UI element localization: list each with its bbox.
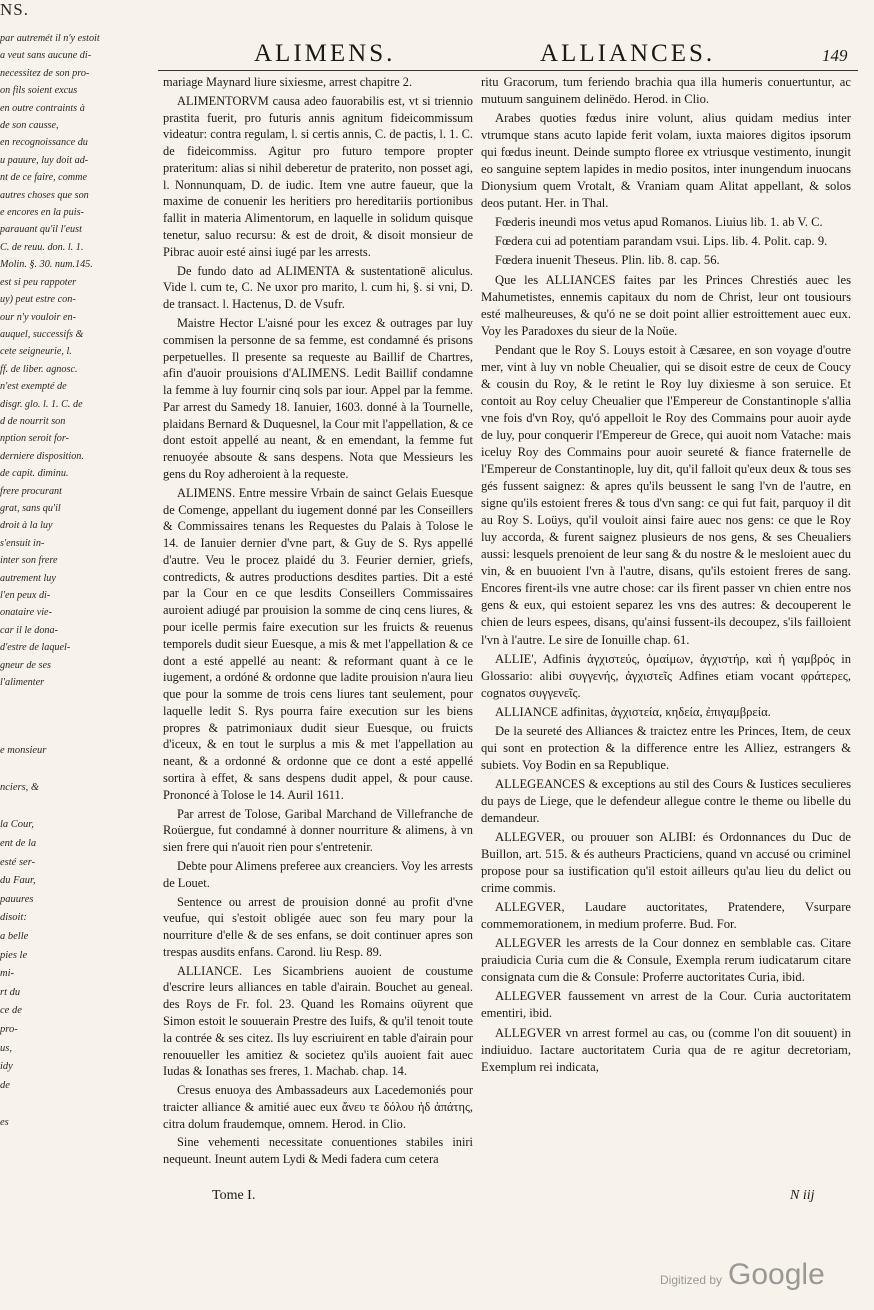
margin-line: de son causse, — [0, 120, 59, 132]
footer-signature-mark: N iij — [790, 1188, 815, 1203]
paragraph: Pendant que le Roy S. Louys estoit à Cæsaree, en son voyage d'outre mer, vint à luy vn noble Cheualier, qui se disoit estre de ceux de Coucy & cousin du Roy, & le retint le Roy luy dixiesme à son seruice. Et contoit au Roy celuy Cheualier que l'Empereur de Constantinople s'allia vne fois d'vn Roy, qu'ó appelloit le Roy des Commains pour auoir ayde de luy, pour conquerir l'Empereur de Grece, qui auoit nom Vatache: mais iceluy Roy des Commains pour auoir seureté & fiance fraternelle de l'Empereur de Constantinople, luy dit, qu'il falloit qu'eux deux & tous ses gés fussent saignez: & apres qu'ils beussent le sang l'vn de l'autre, en signe qu'ils estoient freres & tous d'vn sang: ce qui fut fait, parquoy il dit au Roy S. Loüys, qu'il vouloit ainsi faire auec nos gens: ce que le Roy luy accorda, & furent saignez plusieurs de nos gens, & ses Cheualiers aussi: lesquels prenoient de leur sang & du nostre & le mesloient auec du vin, & en buuoient l'vn à l'autre, disans, qu'ils estoient freres de sang. Encores firent-ils vne autre chose: car ils firent passer vn chien entre nos gens & eux, qui estoient separez les vns des autres: & decouperent le chien de leurs espees, disans, qu'ainsi fussent-ils decoupez, s'ils failloient l'vn à l'autre. Le sire de Ionuille chap. 61. — [481, 342, 851, 647]
paragraph: ALLIANCE adfinitas, ἀγχιστεία, κηδεία, ἐπιγαμβρεία. — [495, 704, 771, 719]
margin-line: Molin. §. 30. num.145. — [0, 259, 93, 271]
margin-line: pro- — [0, 1023, 18, 1035]
digitization-watermark — [660, 1258, 825, 1292]
margin-line: uy) peut estre con- — [0, 294, 76, 306]
paragraph: ALLEGVER vn arrest formel au cas, ou (comme l'on dit souuent) in indiuiduo. Iactare auctoritatem Curia qua de re agitur decretoriam, Exemplum rei indicata, — [481, 1025, 851, 1074]
margin-line: gneur de ses — [0, 659, 51, 671]
margin-line: ff. de liber. agnosc. — [0, 363, 78, 375]
margin-line: car il le dona- — [0, 624, 59, 636]
margin-line: en recognoissance du — [0, 137, 88, 149]
margin-line: ent de la — [0, 837, 37, 849]
margin-line — [0, 1095, 80, 1114]
paragraph: Debte pour Alimens preferee aux creanciers. Voy les arrests de Louet. — [163, 858, 473, 890]
margin-line: esté ser- — [0, 856, 36, 868]
margin-line: par autremét il n'y estoit — [0, 33, 100, 44]
paragraph: ALLIE', Adfinis ἀγχιστεύς, ὁμαίμων, ἀγχιστήρ, καὶ ἡ γαμβρός in Glossario: alibi συγγενής, ἀγχιστεῖς Adfines etiam vocant φράτερες, cognatos συγγενεῖς. — [481, 651, 851, 700]
paragraph: Fœdera inuenit Theseus. Plin. lib. 8. cap. 56. — [495, 253, 720, 268]
margin-line: d'estre de laquel- — [0, 642, 71, 654]
margin-line: droit à la luy — [0, 520, 53, 532]
paragraph: ALLEGEANCES & exceptions au stil des Cours & Iustices seculieres du pays de Liege, que le defendeur allegue contre le theme ou libelle du demandeur. — [481, 776, 851, 825]
paragraph: Maistre Hector L'aisné pour les excez & outrages par luy commisen la personne de sa femme, est condamné és prisons perpetuelles. Il presente sa requeste au Baillif de Chartres, afin d'auoir prouisions d'ALIMENS. Ledit Baillif condamne la femme à luy fournir cinq sols par iour. Appel par la femme. Par arrest du Samedy 18. Ianuier, 1603. donné à la Tournelle, plaidans Bernard & Duquesnel, la Cour mit l'appellation, & ce dont estoit appellé au neant, & en emendant, la femme fut renuoyée absoute & sans despens. Nota que Messieurs les gens du Roy adheroient à la requeste. — [163, 315, 473, 481]
margin-line: auquel, successifs & — [0, 328, 84, 340]
page-number: 149 — [822, 46, 848, 65]
paragraph: ritu Gracorum, tum feriendo brachia qua illa humeris conuertuntur, ac mutuum sanguinem delinëdo. Herod. in Clio. — [481, 75, 851, 107]
paragraph: ALLEGVER les arrests de la Cour donnez en semblable cas. Citare praiudicia Curia cum die & Consule, Exempla rerum iudicatarum citare consignata cum die & Consule: Proferre auctoritates Curia, ibid. — [481, 936, 851, 985]
margin-line — [0, 798, 80, 817]
margin-line: derniere disposition. — [0, 450, 84, 462]
margin-line: grat, sans qu'il — [0, 502, 61, 514]
margin-line: on fils soient excus — [0, 85, 78, 97]
paragraph: Que les ALLIANCES faites par les Princes Chrestiés auec les Mahumetistes, ennemis capitaux du nom de Christ, leur ont tousiours esté malheureuses, & qu'ó ne se doit point allier estroittement auec eux. Voy les Paradoxes du sieur de la Noüe. — [481, 272, 851, 338]
paragraph: ALLEGVER, Laudare auctoritates, Pratendere, Vsurpare commemorationem, in medium proferre. Bud. For. — [481, 900, 851, 932]
margin-line: en outre contraints à — [0, 102, 85, 114]
margin-line: la Cour, — [0, 819, 34, 831]
margin-line: est si peu rappoter — [0, 276, 77, 288]
margin-line: parauant qu'il l'eust — [0, 224, 82, 236]
paragraph: Sentence ou arrest de prouision donné au profit d'vne veufue, qui s'estoit obligée auec son feu mary pour la nourriture d'elle & de ses enfans, se doit continuer apres son trespas ausdits enfans. Carond. liu Resp. 89. — [163, 894, 473, 959]
paragraph: ALLIANCE. Les Sicambriens auoient de coustume d'escrire leurs alliances en table d'airain. Bouchet au geneal. des Roys de Fr. fol. 23. Quand les Romains oüyrent que Simon estoit le souuerain Prestre des Iuifs, & qu'il tenoit toute la contrée & ses citez. Ils luy escriuirent en table d'airain pour renouueller les amitiez & societez qu'ils auoient fait auec Iudas & Ionathas ses freres, 1. Machab. chap. 14. — [163, 963, 473, 1079]
margin-line: e encores en la puis- — [0, 207, 84, 219]
paragraph: ALIMENS. Entre messire Vrbain de sainct Gelais Euesque de Comenge, appellant du iugement donné par les Conseillers & Commissaires tenans les Requestes du Palais à Tolose le 14. de Ianuier dernier d'vne part, & Guy de S. Rys appellé d'autre. Veu le procez plaidé du 3. Feurier dernier, griefs, contredicts, & autres productions desdites parties. Dit a esté par la Cour en ce que lesdits Conseillers Commissaires auroient adiugé par prouision la somme de cinq cens liures, & pour icelle permis faire execution sur les fruicts & reuenus temporels dudit sieur Euesque, a mis & met l'appellation & ce dont a esté appellé au neant: & reformant quant à ce le iugement, a ordóné & ordonne que ladite prouision n'aura lieu que pour la somme de trois cens liures tant seulement, pour laquelle ledit S. Rys pourra faire execution sur les biens propres & patrimoniaux dudit sieur Euesque, ou fruicts d'iceux, & en tout le surplus a mis & met l'appellation au neant, & a ordonné & ordonne que ce dont a esté appellé sortira à effet, & sans despens dudit appel, & pour cause. Prononcé à Tolose le 14. Auril 1611. — [163, 485, 473, 802]
margin-line: es — [0, 1116, 9, 1128]
margin-line: autrement luy — [0, 572, 56, 584]
margin-line — [0, 761, 80, 780]
google-logo: Google — [728, 1258, 825, 1291]
margin-line: l'en peux di- — [0, 590, 51, 601]
paragraph: Par arrest de Tolose, Garibal Marchand de Villefranche de Roüergue, fut condamné à donner nourriture & alimens, à vn sien frere qui n'auoit rien pour s'entretenir. — [163, 806, 473, 855]
margin-line: n'est exempté de — [0, 381, 67, 393]
margin-line: nciers, & — [0, 782, 40, 794]
paragraph: Fœderis ineundi mos vetus apud Romanos. Liuius lib. 1. ab V. C. — [495, 215, 823, 230]
left-text-column — [163, 74, 473, 1170]
margin-line: autres choses que son — [0, 189, 89, 201]
paragraph: Cresus enuoya des Ambassadeurs aux Lacedemoniés pour traicter alliance & amitié auec eux ἄνευ τε δόλου ἠδ ἀπάτης, citra dolum fraudemque, omnem. Herod. in Clio. — [163, 1083, 473, 1131]
right-text-column — [481, 74, 851, 1078]
margin-line: our n'y vouloir en- — [0, 311, 77, 323]
margin-line: e monsieur — [0, 745, 47, 756]
margin-line: mi- — [0, 968, 14, 980]
margin-line: pauures — [0, 893, 34, 905]
margin-line: du Faur, — [0, 875, 36, 887]
margin-line: s'ensuit in- — [0, 537, 45, 549]
margin-line: pies le — [0, 949, 28, 961]
running-head-right: ALLIANCES. — [540, 40, 716, 67]
margin-line: frere procurant — [0, 485, 62, 497]
margin-line: us, — [0, 1042, 12, 1054]
paragraph: De fundo dato ad ALIMENTA & sustentationē aliculus. Vide l. cum te, C. Ne uxor pro marito, l. cum hi, §. si vni, D. de transact. l. Hactenus, D. de Vsufr. — [163, 263, 473, 312]
margin-line: necessitez de son pro- — [0, 67, 90, 79]
paragraph: De la seureté des Alliances & traictez entre les Princes, Item, de ceux qui sont en protection & la difference entre les Alliez, estrangers & subiets. Voy Bodin en sa Republique. — [481, 723, 851, 772]
previous-page-heading-fragment: NS. — [0, 0, 29, 19]
margin-line: a veut sans aucune di- — [0, 50, 92, 62]
margin-line: rt du — [0, 986, 21, 998]
margin-line: disoit: — [0, 912, 27, 924]
paragraph: ALLEGVER faussement vn arrest de la Cour. Curia auctoritatem ementiri, ibid. — [481, 989, 851, 1021]
margin-line: de — [0, 1079, 10, 1091]
paragraph: mariage Maynard liure sixiesme, arrest chapitre 2. — [163, 75, 413, 89]
paragraph: ALIMENTORVM causa adeo fauorabilis est, vt si triennio prastita fuerit, pro futuris annis agnitum fideicommissum videatur: contra regulam, l. si certis annis, C. de pactis, l. 1. C. de fideicommiss. Agitur pro futuro tempore propter prateritum: alias si nihil deberetur de praterito, non posset agi, l. Nonnunquam, D. de iudic. Item vne autre faueur, que la maxime de conuenir les heritiers pro hereditariis portionibus fallit in materia Alimentorum, en laquelle in solidum quisque tenetur, saluo recursu: & est de droit, & disoit monsieur de Pibrac auoir esté ainsi iugé par les arrests. — [163, 93, 473, 259]
margin-line: inter son frere — [0, 555, 58, 567]
previous-page-margin-top — [0, 30, 100, 690]
header-rule — [158, 70, 858, 71]
margin-line: disgr. glo. l. 1. C. de — [0, 398, 83, 410]
running-head-left: ALIMENS. — [254, 40, 396, 67]
margin-line: de capit. diminu. — [0, 468, 69, 480]
margin-line: u pauure, luy doit ad- — [0, 154, 89, 166]
margin-line: C. de reuu. don. l. 1. — [0, 241, 84, 253]
margin-line: l'alimenter — [0, 677, 45, 689]
margin-line: idy — [0, 1061, 13, 1073]
margin-line: d de nourrit son — [0, 415, 66, 427]
margin-line: ce de — [0, 1005, 22, 1017]
margin-line: onataire vie- — [0, 607, 52, 619]
margin-line: nption seroit for- — [0, 433, 70, 445]
footer-volume: Tome I. — [212, 1188, 256, 1203]
margin-line: cete seigneurie, l. — [0, 346, 72, 358]
margin-line: a belle — [0, 930, 29, 942]
paragraph: Sine vehementi necessitate conuentiones stabiles iniri nequeunt. Ineunt autem Lydi & Medi fadera cum cetera — [163, 1135, 473, 1167]
margin-line: nt de ce faire, comme — [0, 172, 88, 184]
paragraph: Arabes quoties fœdus inire volunt, alius quidam medius inter vtrumque stans acuto lapide ferit volam, iuxta maiores digitos ipsorum qui fœdus ineunt. Deinde sumpto floree ex vtriusque vestimento, inungit eo sanguine septem lapides in medio positos, inter inungendum inuocans Dionysium quem Vrotalt, & Vraniam quam Alitat appellant, & solos deos putant. Her. in Thal. — [481, 111, 851, 211]
paragraph: ALLEGVER, ou prouuer son ALIBI: és Ordonnances du Duc de Buillon, art. 515. & és autheurs Practiciens, quand vn accusé ou criminel propose pour sa iustification qu'il estoit ailleurs qu'au lieu du delict ou crime commis. — [481, 830, 851, 896]
watermark-prefix: Digitized by — [660, 1273, 723, 1287]
paragraph: Fœdera cui ad potentiam parandam vsui. Lips. lib. 4. Polit. cap. 9. — [495, 234, 828, 249]
previous-page-margin-bottom — [0, 742, 80, 1212]
